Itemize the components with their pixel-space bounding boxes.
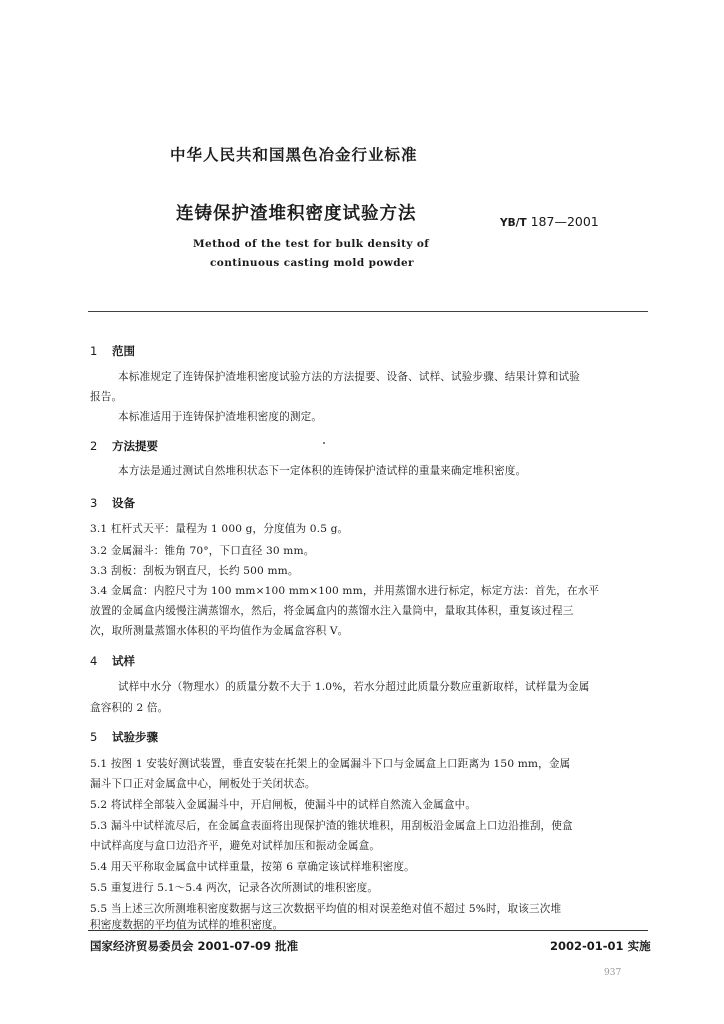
standard-prefix: YB/T (500, 217, 527, 229)
section-heading (90, 343, 135, 359)
paragraph-line: 本方法是通过测试自然堆积状态下一定体积的连铸保护渣试样的重量来确定堆积密度。 (118, 465, 527, 477)
clause-5-2: 5.2 将试样全部装入金属漏斗中，开启闸板，使漏斗中的试样自然流入金属盒中。 (90, 799, 477, 811)
document-title: 连铸保护渣堆积密度试验方法 (176, 204, 417, 224)
standard-number (500, 214, 599, 229)
scan-speck (323, 442, 325, 444)
clause-3-4: 3.4 金属盒：内腔尺寸为 100 mm×100 mm×100 mm，并用蒸馏水进行标定，标定方法：首先，在水平 (90, 585, 600, 597)
header-divider (88, 311, 648, 312)
paragraph-line: 本标准适用于连铸保护渣堆积密度的测定。 (118, 411, 323, 423)
page-number: 937 (604, 968, 622, 978)
clause-5-5-repeat: 5.5 当上述三次所测堆积密度数据与这三次数据平均值的相对误差绝对值不超过 5%时，取该三次堆 (90, 903, 562, 915)
section-heading (90, 653, 135, 669)
section-title: 试验步骤 (112, 730, 158, 744)
section-title: 方法提要 (112, 439, 158, 453)
standard-code: 187—2001 (530, 214, 599, 229)
section-title: 试样 (112, 654, 135, 668)
clause-5-3: 5.3 漏斗中试样流尽后，在金属盒表面将出现保护渣的锥状堆积，用刮板沿金属盒上口边沿推刮，使盒 (90, 820, 573, 832)
section-number: 3 (90, 496, 98, 510)
section-heading (90, 729, 158, 745)
paragraph-line: 报告。 (90, 391, 123, 403)
section-heading (90, 495, 135, 511)
paragraph-line: 积密度数据的平均值为试样的堆积密度。 (90, 919, 284, 931)
section-title: 设备 (112, 496, 135, 510)
section-number: 2 (90, 439, 98, 453)
clause-3-2: 3.2 金属漏斗：锥角 70°，下口直径 30 mm。 (90, 545, 315, 557)
paragraph-line: 本标准规定了连铸保护渣堆积密度试验方法的方法提要、设备、试样、试验步骤、结果计算和试验 (118, 371, 580, 383)
section-title: 范围 (112, 344, 135, 358)
paragraph-line: 漏斗下口正对金属盒中心，闸板处于关闭状态。 (90, 778, 316, 790)
english-title-line-1: Method of the test for bulk density of (193, 238, 430, 250)
paragraph-line: 盒容积的 2 倍。 (90, 702, 169, 714)
implementation-date: 2002-01-01 实施 (550, 939, 651, 953)
paragraph-line: 放置的金属盒内缓慢注满蒸馏水，然后，将金属盒内的蒸馏水注入量筒中，量取其体积，重复该过程三 (90, 605, 574, 617)
section-number: 5 (90, 730, 98, 744)
section-number: 1 (90, 344, 98, 358)
paragraph-line: 试样中水分（物理水）的质量分数不大于 1.0%，若水分超过此质量分数应重新取样，试样量为金属 (118, 681, 590, 693)
english-title-line-2: continuous casting mold powder (210, 257, 414, 269)
section-number: 4 (90, 654, 98, 668)
clause-5-1: 5.1 按图 1 安装好测试装置，垂直安装在托架上的金属漏斗下口与金属盒上口距离为 150 mm，金属 (90, 758, 571, 770)
approval-date: 国家经济贸易委员会 2001-07-09 批准 (90, 939, 299, 953)
footer-divider (88, 930, 648, 931)
paragraph-line: 次，取所测量蒸馏水体积的平均值作为金属盒容积 V。 (90, 625, 349, 637)
clause-5-5: 5.5 重复进行 5.1～5.4 两次，记录各次所测试的堆积密度。 (90, 882, 379, 894)
section-heading (90, 438, 158, 454)
issuing-authority-title: 中华人民共和国黑色冶金行业标准 (170, 146, 418, 164)
clause-3-1: 3.1 杠杆式天平：量程为 1 000 g，分度值为 0.5 g。 (90, 523, 349, 535)
clause-3-3: 3.3 刮板：刮板为钢直尺，长约 500 mm。 (90, 565, 299, 577)
clause-5-4: 5.4 用天平称取金属盒中试样重量，按第 6 章确定该试样堆积密度。 (90, 861, 415, 873)
paragraph-line: 中试样高度与盒口边沿齐平，避免对试样加压和振动金属盒。 (90, 840, 381, 852)
